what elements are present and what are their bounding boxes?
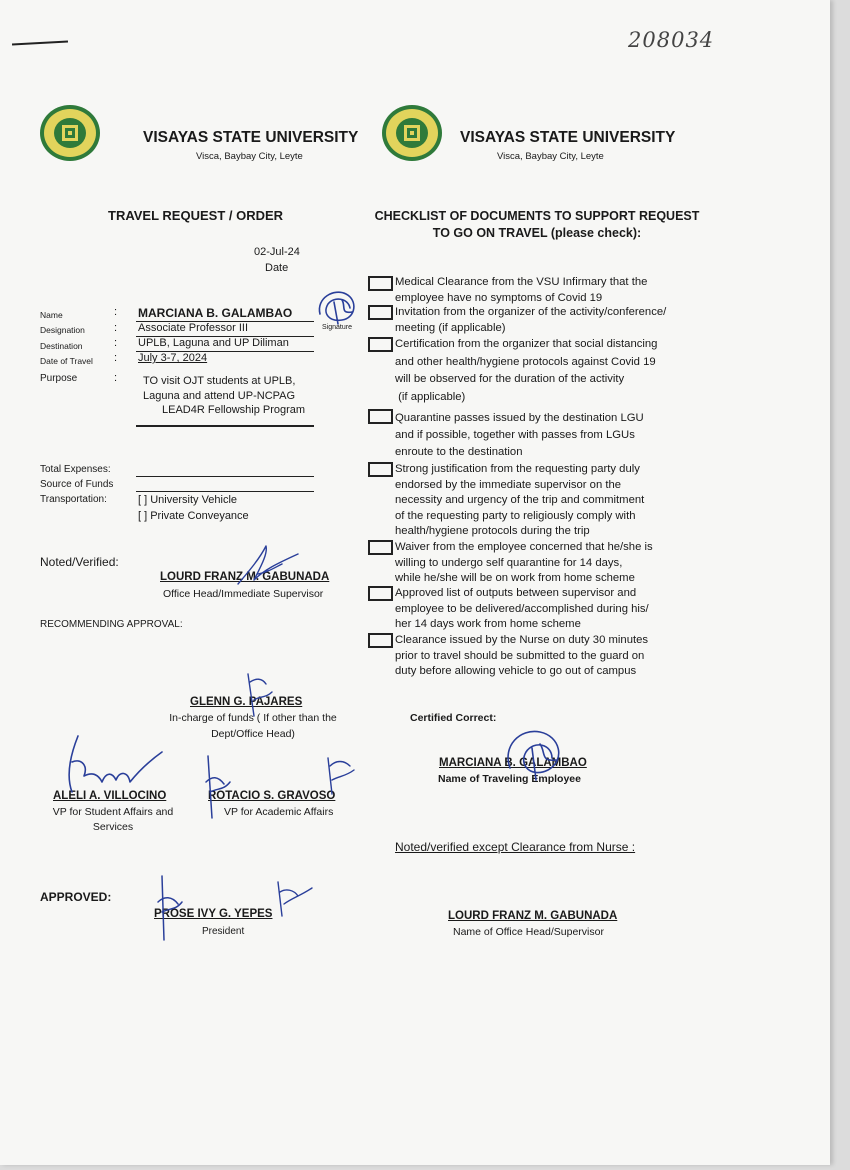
checklist-checkbox-approved-outputs[interactable] (368, 586, 393, 601)
certified-employee-name: MARCIANA B. GALAMBAO (439, 757, 587, 769)
president-name: PROSE IVY G. YEPES (154, 908, 273, 920)
colon: : (114, 352, 118, 364)
purpose-line-2: Laguna and attend UP-NCPAG (143, 390, 296, 402)
checklist-checkbox-nurse-clearance[interactable] (368, 633, 393, 648)
date-of-travel-label: Date of Travel (40, 356, 93, 366)
source-of-funds-label: Source of Funds (40, 479, 114, 490)
checklist-item-waiver: Waiver from the employee concerned that he/she is willing to undergo self quarantine for 14 days, while he/she will be on work from home scheme (395, 541, 653, 584)
purpose-label: Purpose (40, 373, 78, 384)
university-seal-logo (380, 103, 444, 163)
recommending-approval-label: RECOMMENDING APPROVAL: (40, 619, 183, 630)
checklist-checkbox-medical-clearance[interactable] (368, 276, 393, 291)
checklist-item-justification: Strong justification from the requesting party duly endorsed by the immediate supervisor on the necessity and urgency of the trip and commitment of the requesting party to religiously comply with health/hygiene protocols during the trip (395, 463, 645, 537)
checklist-item-quarantine-passes: Quarantine passes issued by the destination LGU and if possible, together with passes from LGUs enroute to the destination (395, 412, 644, 458)
checklist-checkbox-justification[interactable] (368, 462, 393, 477)
noted-signatory-title: Office Head/Immediate Supervisor (163, 588, 324, 600)
university-location: Visca, Baybay City, Leyte (196, 151, 303, 162)
form-title: TRAVEL REQUEST / ORDER (108, 208, 284, 223)
university-location: Visca, Baybay City, Leyte (497, 151, 604, 162)
destination-label: Destination (40, 341, 83, 351)
transport-option-university-vehicle[interactable]: [ ] University Vehicle (138, 494, 238, 506)
office-head-supervisor-name: LOURD FRANZ M. GABUNADA (448, 910, 618, 922)
purpose-line-3: LEAD4R Fellowship Program (162, 404, 306, 416)
president-title: President (202, 926, 245, 937)
funds-signatory-title-line-1: In-charge of funds ( If other than the (169, 712, 337, 724)
checklist-item-medical-clearance: Medical Clearance from the VSU Infirmary that the employee have no symptoms of Covid 19 (395, 276, 648, 304)
university-name: VISAYAS STATE UNIVERSITY (143, 129, 359, 146)
checklist-title-line-1: CHECKLIST OF DOCUMENTS TO SUPPORT REQUEST (374, 209, 700, 223)
transportation-label: Transportation: (40, 494, 107, 505)
colon: : (114, 322, 118, 334)
checklist-item-nurse-clearance: Clearance issued by the Nurse on duty 30 minutes prior to travel should be submitted to the guard on duty before allowing vehicle to go out of campus (395, 634, 649, 677)
total-expenses-label: Total Expenses: (40, 464, 111, 475)
university-name: VISAYAS STATE UNIVERSITY (460, 129, 676, 146)
noted-except-nurse-label: Noted/verified except Clearance from Nurse : (395, 840, 636, 854)
checklist-item-invitation: Invitation from the organizer of the activity/conference/ meeting (if applicable) (395, 306, 667, 334)
signature-galambao-certified (496, 722, 580, 784)
vp-student-affairs-name: ALELI A. VILLOCINO (53, 790, 167, 802)
signature-yepes-initial (150, 872, 190, 944)
university-seal-logo (38, 103, 102, 163)
checklist-title-line-2: TO GO ON TRAVEL (please check): (432, 226, 642, 240)
signature-label: Signature (322, 324, 352, 331)
signature-pajares (238, 670, 278, 720)
purpose-line-1: TO visit OJT students at UPLB, (143, 375, 296, 387)
signature-gabunada (232, 540, 302, 588)
signature-villocino (58, 732, 168, 802)
corner-mark (12, 41, 68, 46)
colon: : (114, 337, 118, 349)
colon: : (114, 306, 118, 318)
checklist-checkbox-certification[interactable] (368, 337, 393, 352)
date-label: Date (265, 262, 289, 274)
handwritten-number: 208034 (628, 28, 715, 52)
designation-label: Designation (40, 325, 85, 335)
vp-student-affairs-title-line-2: Services (92, 821, 134, 833)
office-head-supervisor-title: Name of Office Head/Supervisor (453, 926, 604, 938)
certified-correct-label: Certified Correct: (410, 712, 497, 724)
vp-academic-affairs-name: ROTACIO S. GRAVOSO (208, 790, 336, 802)
date-value: 02-Jul-24 (254, 246, 300, 258)
signature-gravoso-initial (198, 752, 238, 822)
checklist-item-approved-outputs: Approved list of outputs between supervisor and employee to be delivered/accomplished during his/ her 14 days work from home scheme (395, 587, 649, 630)
name-value: MARCIANA B. GALAMBAO (138, 306, 293, 320)
certified-employee-title: Name of Traveling Employee (438, 773, 581, 785)
funds-signatory-name: GLENN G. PAJARES (190, 696, 303, 708)
colon: : (114, 372, 118, 384)
vp-academic-affairs-title: VP for Academic Affairs (224, 806, 334, 818)
vp-student-affairs-title-line-1: VP for Student Affairs and (52, 806, 174, 818)
transport-option-private-conveyance[interactable]: [ ] Private Conveyance (138, 510, 249, 522)
approved-label: APPROVED: (40, 890, 112, 904)
name-label: Name (40, 310, 63, 320)
signature-yepes (270, 876, 314, 920)
funds-signatory-title-line-2: Dept/Office Head) (211, 728, 295, 740)
noted-verified-label: Noted/Verified: (40, 555, 119, 569)
designation-value: Associate Professor III (138, 322, 249, 334)
noted-signatory-name: LOURD FRANZ M. GABUNADA (160, 571, 330, 583)
checklist-checkbox-waiver[interactable] (368, 540, 393, 555)
checklist-checkbox-quarantine-passes[interactable] (368, 409, 393, 424)
destination-value: UPLB, Laguna and UP Diliman (138, 337, 289, 349)
date-of-travel-value: July 3-7, 2024 (138, 352, 208, 364)
signature-galambao (312, 284, 368, 330)
checklist-item-certification: Certification from the organizer that social distancing and other health/hygiene protocols against Covid 19 will be observed for the duration of the activity (if applicable) (395, 338, 658, 403)
checklist-checkbox-invitation[interactable] (368, 305, 393, 320)
signature-gravoso (318, 752, 358, 798)
